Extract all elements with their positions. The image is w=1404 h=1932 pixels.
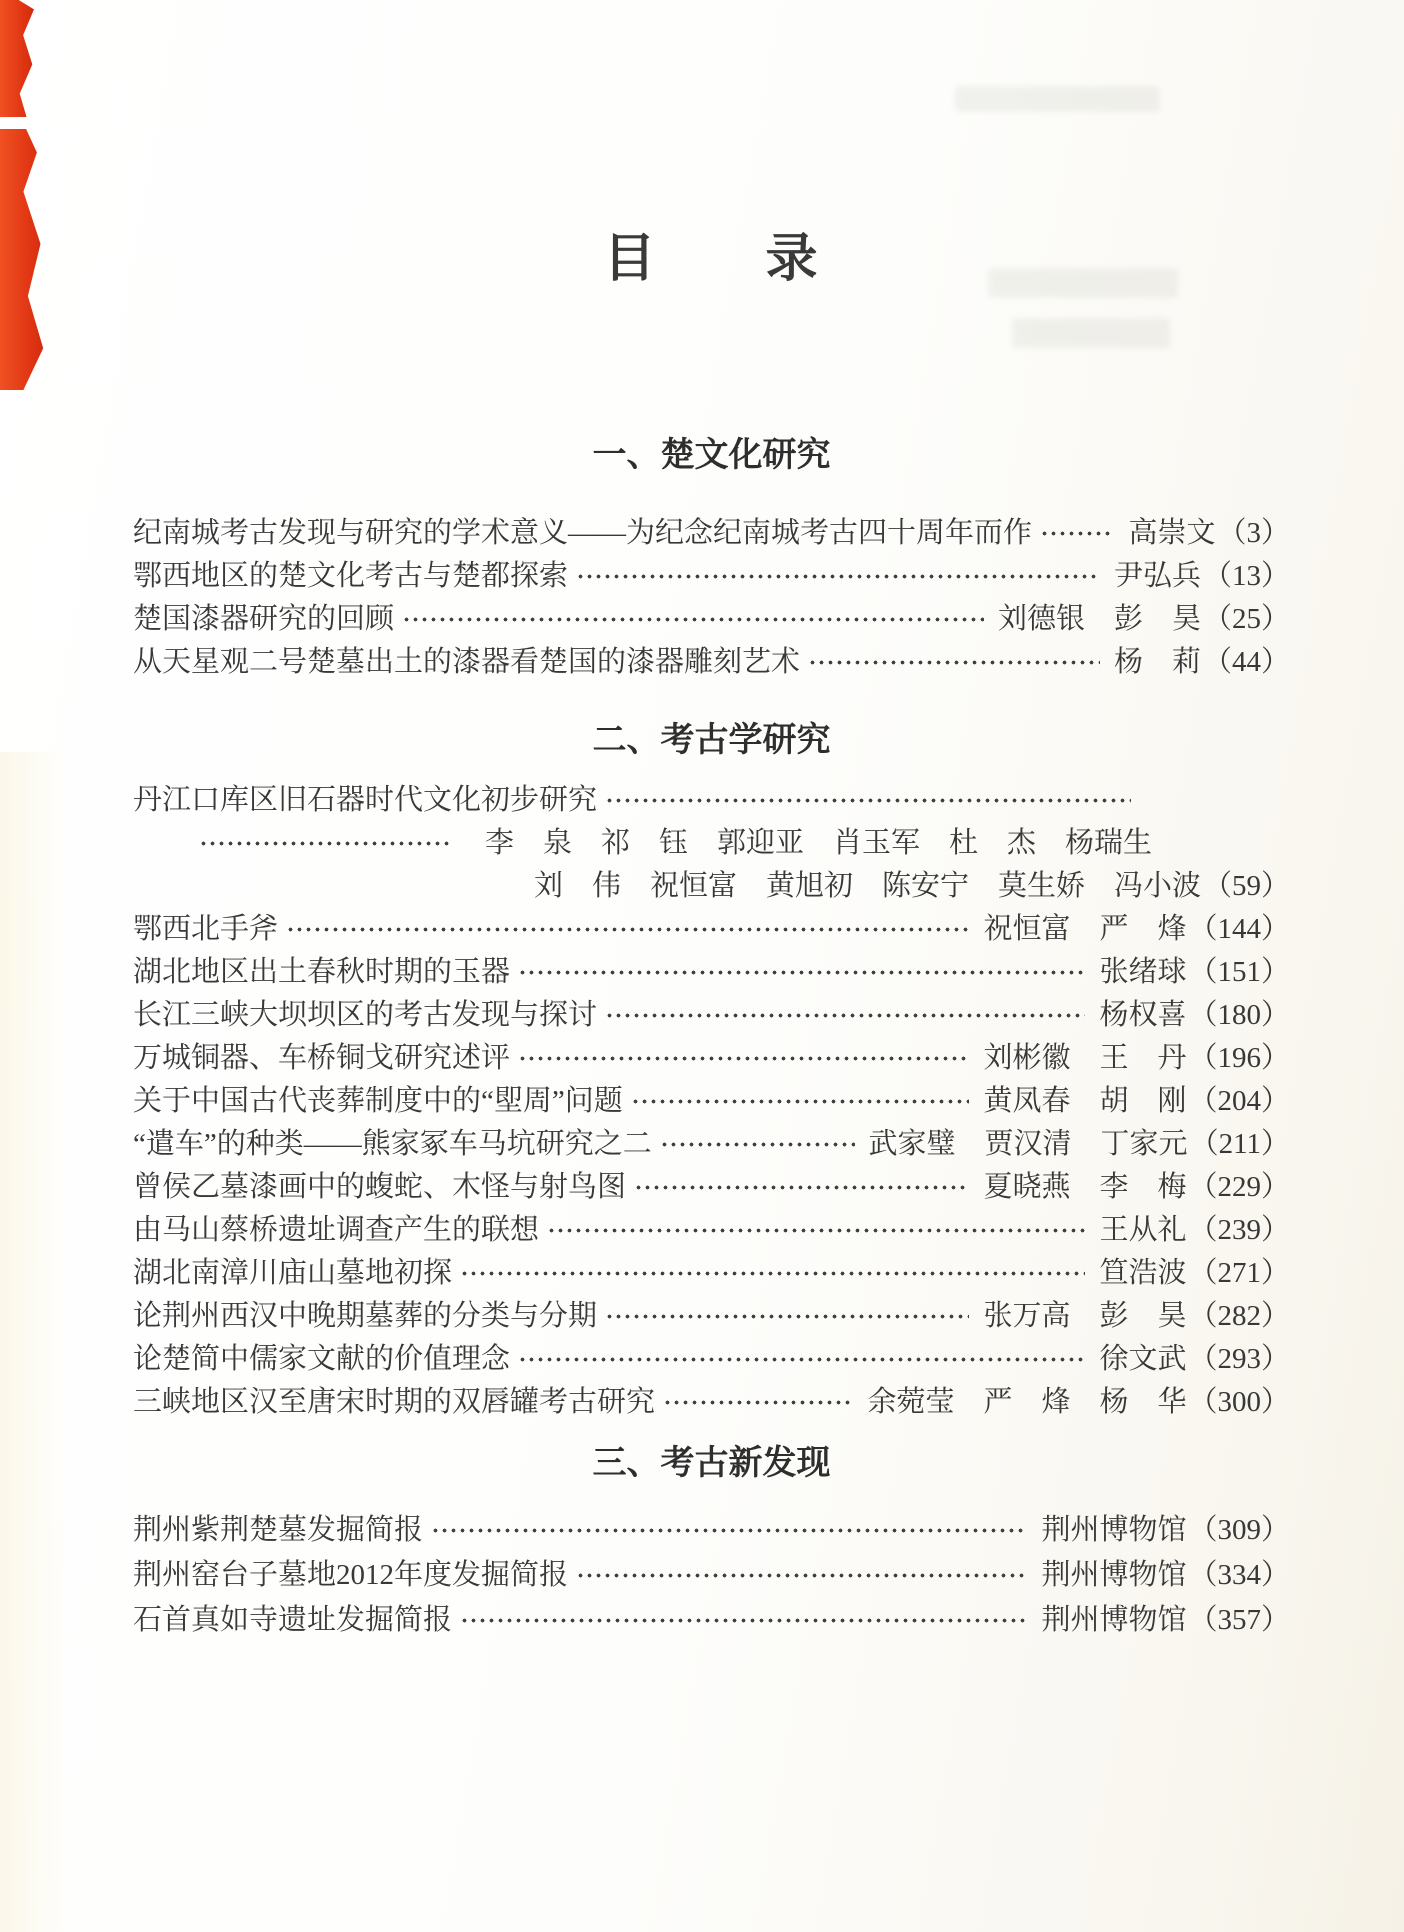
section-2-entries: [133, 776, 1290, 1421]
entry-page: （282）: [1188, 1300, 1290, 1332]
entry-title: 论楚简中儒家文献的价值理念: [133, 1343, 511, 1375]
toc-entry: [133, 1120, 1290, 1163]
toc-entry: [133, 1595, 1290, 1640]
dot-leader: [431, 1526, 1027, 1536]
entry-page: （229）: [1188, 1171, 1290, 1203]
dot-leader: [460, 1269, 1085, 1279]
entry-title: “遣车”的种类——熊家冢车马坑研究之二: [133, 1128, 652, 1160]
dot-leader: [1040, 529, 1114, 539]
entry-page: （211）: [1189, 1128, 1290, 1160]
entry-page: （59）: [1202, 870, 1290, 902]
entry-title: 楚国漆器研究的回顾: [133, 603, 395, 635]
red-book-edge-stripe: [0, 129, 45, 390]
entry-page: （204）: [1188, 1085, 1290, 1117]
entry-title: 石首真如寺遗址发掘简报: [133, 1604, 453, 1636]
entry-authors: 张万高 彭 昊（282）: [983, 1300, 1290, 1332]
toc-entry: [133, 948, 1290, 991]
entry-page: （334）: [1188, 1559, 1290, 1591]
entry-page: （180）: [1188, 999, 1290, 1031]
dot-leader: [518, 1054, 969, 1064]
dot-leader: [663, 1398, 853, 1408]
dot-leader: [605, 1011, 1085, 1021]
dot-leader: [605, 1312, 969, 1322]
entry-authors: 刘 伟 祝恒富 黄旭初 陈安宁 莫生娇 冯小波（59）: [533, 870, 1290, 902]
section-3-entries: [133, 1505, 1290, 1640]
dot-leader: [808, 658, 1100, 668]
entry-title: 湖北地区出土春秋时期的玉器: [133, 956, 511, 988]
entry-title: 鄂西北手斧: [133, 913, 279, 945]
toc-entry: [133, 1378, 1290, 1421]
toc-entry-authors-row: [133, 862, 1290, 905]
section-heading-3: 三、考古新发现: [592, 1444, 831, 1482]
section-heading-1: 一、楚文化研究: [592, 436, 831, 474]
entry-authors: 徐文武（293）: [1099, 1343, 1290, 1375]
entry-authors: 尹弘兵（13）: [1113, 560, 1290, 592]
toc-entry: [133, 1163, 1290, 1206]
entry-authors: 刘德银 彭 昊（25）: [997, 603, 1290, 635]
toc-entry: [133, 1550, 1290, 1595]
entry-page: （300）: [1188, 1386, 1290, 1418]
toc-entry: [133, 1034, 1290, 1077]
entry-page: （357）: [1188, 1604, 1290, 1636]
dot-leader: [605, 796, 1131, 806]
entry-authors: 荆州博物馆（357）: [1041, 1604, 1290, 1636]
entry-title: 曾侯乙墓漆画中的蝮蛇、木怪与射鸟图: [133, 1171, 627, 1203]
entry-page: （144）: [1188, 913, 1290, 945]
toc-entry: [133, 509, 1290, 552]
toc-entry: [133, 905, 1290, 948]
dot-leader: [631, 1097, 970, 1107]
entry-title: 荆州窑台子墓地2012年度发掘简报: [133, 1559, 569, 1591]
toc-entry: [133, 638, 1290, 681]
toc-entry: [133, 1077, 1290, 1120]
entry-title: 荆州紫荆楚墓发掘简报: [133, 1514, 424, 1546]
entry-authors: 高崇文（3）: [1128, 517, 1290, 549]
toc-entry: [133, 1292, 1290, 1335]
entry-page: （25）: [1202, 603, 1290, 635]
entry-authors: 王从礼（239）: [1099, 1214, 1290, 1246]
entry-title: 鄂西地区的楚文化考古与楚都探索: [133, 560, 569, 592]
entry-page: （151）: [1188, 956, 1290, 988]
entry-authors: 夏晓燕 李 梅（229）: [983, 1171, 1290, 1203]
entry-title: 万城铜器、车桥铜戈研究述评: [133, 1042, 511, 1074]
dot-leader: [518, 1355, 1085, 1365]
entry-title: 从天星观二号楚墓出土的漆器看楚国的漆器雕刻艺术: [133, 646, 801, 678]
section-heading-2: 二、考古学研究: [592, 721, 831, 759]
entry-title: 关于中国古代丧葬制度中的“堲周”问题: [133, 1085, 623, 1117]
red-book-edge-stripe: [0, 0, 34, 117]
dot-leader: [576, 572, 1100, 582]
entry-title: 论荆州西汉中晚期墓葬的分类与分期: [133, 1300, 598, 1332]
dot-leader: [286, 925, 969, 935]
dot-leader: [460, 1616, 1027, 1626]
entry-authors: 张绪球（151）: [1099, 956, 1290, 988]
dot-leader: [402, 615, 984, 625]
entry-page: （13）: [1202, 560, 1290, 592]
toc-entry: [133, 1335, 1290, 1378]
entry-authors: 祝恒富 严 烽（144）: [983, 913, 1290, 945]
toc-entry: [133, 595, 1290, 638]
entry-authors: 杨权喜（180）: [1099, 999, 1290, 1031]
toc-entry: [133, 552, 1290, 595]
page-title: 目 录: [603, 231, 820, 288]
dot-leader: [518, 968, 1085, 978]
dot-leader: [660, 1140, 855, 1150]
entry-title: 长江三峡大坝坝区的考古发现与探讨: [133, 999, 598, 1031]
section-1-entries: [133, 509, 1290, 681]
entry-page: （293）: [1188, 1343, 1290, 1375]
toc-entry: [133, 1249, 1290, 1292]
dot-leader: [576, 1571, 1027, 1581]
entry-page: （196）: [1188, 1042, 1290, 1074]
entry-authors: 武家璧 贾汉清 丁家元（211）: [868, 1128, 1290, 1160]
entry-title: 湖北南漳川庙山墓地初探: [133, 1257, 453, 1289]
entry-authors: 杨 莉（44）: [1113, 646, 1290, 678]
entry-title: 纪南城考古发现与研究的学术意义——为纪念纪南城考古四十周年而作: [133, 517, 1033, 549]
entry-authors: 李 泉 祁 钰 郭迎亚 肖玉军 杜 杰 杨瑞生: [485, 827, 1153, 859]
entry-page: （309）: [1188, 1514, 1290, 1546]
entry-authors: 余菀莹 严 烽 杨 华（300）: [867, 1386, 1290, 1418]
toc-entry: [133, 1206, 1290, 1249]
dot-leader: [634, 1183, 969, 1193]
toc-entry-multiline-title: [133, 776, 1290, 819]
toc-entry-authors-row: [133, 819, 1290, 862]
dot-leader: [199, 839, 451, 849]
entry-title: 由马山蔡桥遗址调查产生的联想: [133, 1214, 540, 1246]
entry-page: （44）: [1202, 646, 1290, 678]
entry-page: （271）: [1188, 1257, 1290, 1289]
entry-authors: 荆州博物馆（334）: [1041, 1559, 1290, 1591]
entry-authors: 黄凤春 胡 刚（204）: [983, 1085, 1290, 1117]
toc-entry: [133, 991, 1290, 1034]
toc-entry: [133, 1505, 1290, 1550]
toc-content: [133, 0, 1290, 1640]
dot-leader: [547, 1226, 1085, 1236]
entry-authors: 刘彬徽 王 丹（196）: [983, 1042, 1290, 1074]
entry-page: （3）: [1217, 517, 1290, 549]
entry-title: 三峡地区汉至唐宋时期的双唇罐考古研究: [133, 1386, 656, 1418]
entry-title: 丹江口库区旧石器时代文化初步研究: [133, 784, 598, 816]
entry-authors: 笪浩波（271）: [1099, 1257, 1290, 1289]
entry-authors: 荆州博物馆（309）: [1041, 1514, 1290, 1546]
entry-page: （239）: [1188, 1214, 1290, 1246]
